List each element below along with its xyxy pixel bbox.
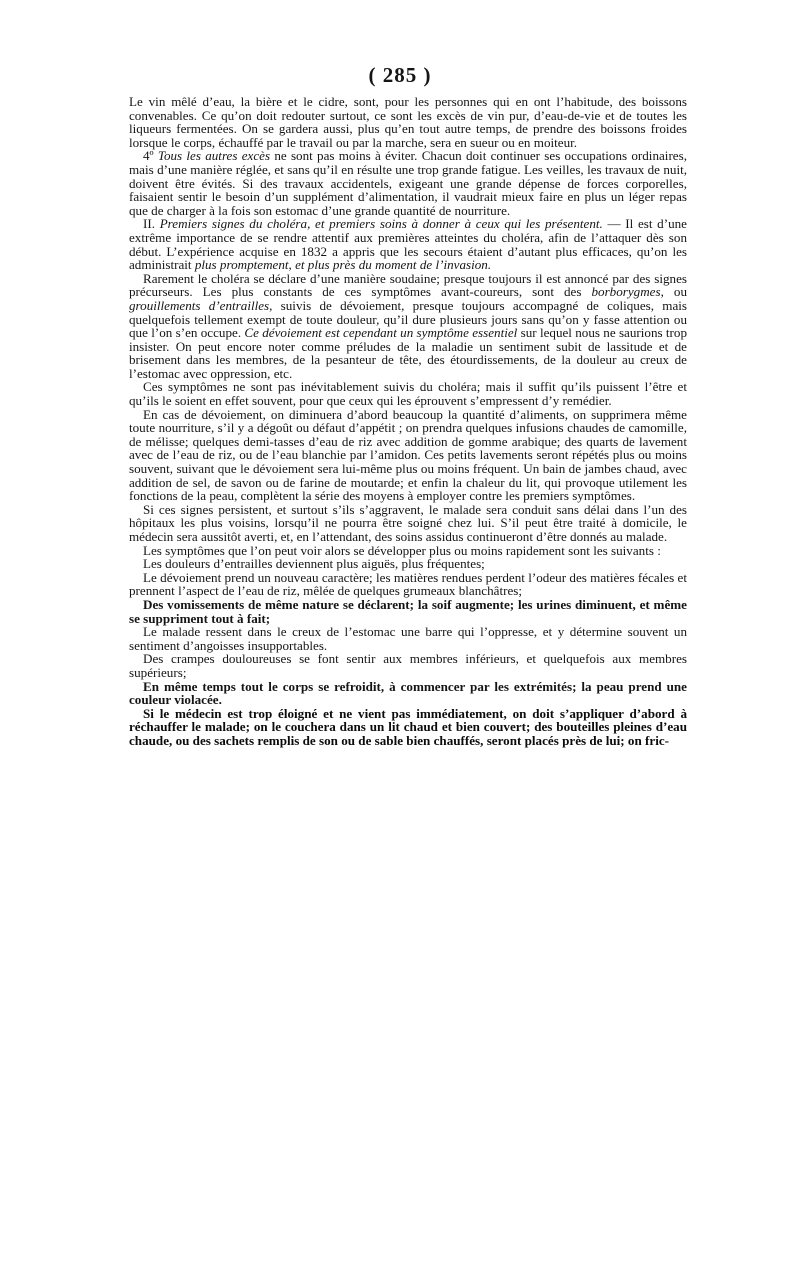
paragraph-text: Rarement le choléra se déclare d’une manière soudaine; presque toujours il est annoncé par des signes précurseurs. Les plus constants de ces symptômes avant-coureurs, sont des bbox=[129, 270, 687, 300]
paragraph-6: En cas de dévoiement, on diminuera d’abord beaucoup la quantité d’aliments, on supprimera même toute nourriture, s’il y a dégoût ou défaut d’appétit ; on prendra quelques infusions chaudes de camomille, de mélisse; quelques demi-tasses d’eau de riz avec addition de gomme arabique; des quarts de lavement avec de l’eau de riz, ou de l’eau blanchie par l’amidon. Ces petits lavements seront répétés plus ou moins souvent, suivant que le dévoiement sera lui-même plus ou moins fréquent. Un bain de jambes chaud, avec addition de sel, de savon ou de farine de moutarde; et enfin la chaleur du lit, qui provoque utilement les fonctions de la peau, complètent la série des moyens à employer contre les premiers symptômes. bbox=[129, 406, 687, 504]
paragraph-8: Les symptômes que l’on peut voir alors se développer plus ou moins rapidement sont les suivants : bbox=[143, 542, 661, 558]
symptom-4: Le malade ressent dans le creux de l’estomac une barre qui l’oppresse, et y détermine souvent un sentiment d’angoisses insupportables. bbox=[129, 624, 687, 653]
paragraph-text: — Il est d’une extrême importance de se rendre attentif aux premières atteintes du choléra, afin de l’attaquer dès son début. L’expérience acquise en 1832 a appris que les secours étaient d’autant plus efficaces, qu’on les administrait bbox=[129, 216, 687, 273]
section-title: Premiers signes du choléra, et premiers soins à donner à ceux qui les présentent. bbox=[159, 216, 603, 232]
italic-term: grouillements d’entrailles bbox=[129, 297, 270, 313]
paragraph-2 bbox=[129, 149, 687, 217]
section-2-heading-paragraph bbox=[129, 217, 687, 271]
paragraph-5: Ces symptômes ne sont pas inévitablement suivis du choléra; mais il suffit qu’ils puissent l’être et qu’ils le soient en effet souvent, pour que ceux qui les éprouvent s’empressent d’y remédier. bbox=[129, 379, 687, 409]
italic-phrase: Ce dévoiement est cependant un symptôme essentiel bbox=[244, 325, 518, 341]
paragraph-text: ne sont pas moins à éviter. Chacun doit continuer ses occupations ordinaires, mais d’une manière réglée, et sans qu’il en résulte une trop grande fatigue. Les veilles, les travaux de nuit, doivent être évités. Si des travaux accidentels, exigeant une grande dépense de forces corporelles, faisaient sentir le besoin d’un supplément d’alimentation, il vaudrait mieux faire en plus un léger repas que de charger à la fois son estomac d’une grande quantité de nourriture. bbox=[129, 148, 687, 218]
paragraph-4 bbox=[129, 272, 687, 381]
symptom-5: Des crampes douloureuses se font sentir aux membres inférieurs, et quelquefois aux membres supérieurs; bbox=[129, 651, 687, 680]
italic-phrase: plus promptement, et plus près du moment de l’invasion. bbox=[194, 257, 492, 273]
paragraph-7: Si ces signes persistent, et surtout s’ils s’aggravent, le malade sera conduit sans délai dans l’un des hôpitaux les plus voisins, lorsqu’il ne pourra être soigné chez lui. S’il peut être traité à domicile, le médecin sera aussitôt averti, et, en l’attendant, des soins assidus continueront d’être donnés au malade. bbox=[129, 501, 687, 544]
symptom-6: En même temps tout le corps se refroidit, à commencer par les extrémités; la peau prend une couleur violacée. bbox=[129, 678, 687, 708]
paragraph-final: Si le médecin est trop éloigné et ne vient pas immédiatement, on doit s’appliquer d’abord à réchauffer le malade; on le couchera dans un lit chaud et bien couvert; des bouteilles pleines d’eau chaude, ou des sachets remplis de son ou de sable bien chauffés, seront placés près de lui; on fric- bbox=[129, 705, 687, 748]
paragraph-text: sur lequel nous ne saurions trop insister. On peut encore noter comme préludes de la maladie un sentiment subit de lassitude et de brisement dans les membres, de la pesanteur de tête, des étourdissements, de la douleur au creux de l’estomac avec oppression, etc. bbox=[129, 325, 688, 381]
page-number: ( 285 ) bbox=[368, 63, 432, 87]
italic-term: borborygmes bbox=[591, 284, 661, 300]
section-number: 4º bbox=[143, 148, 158, 164]
page-body bbox=[129, 95, 687, 748]
symptom-3: Des vomissements de même nature se déclarent; la soif augmente; les urines diminuent, et même se suppriment tout à fait; bbox=[129, 596, 687, 626]
paragraph-text: , ou bbox=[660, 284, 687, 300]
section-number: II. bbox=[143, 216, 160, 232]
paragraph-text: , suivis de dévoiement, presque toujours accompagné de coliques, mais quelquefois tellement exempt de toute douleur, qu’il dure plusieurs jours sans qu’on y fasse attention ou que l’on s’en occupe. bbox=[129, 297, 687, 341]
italic-phrase: Tous les autres excès bbox=[157, 148, 271, 164]
paragraph-1: Le vin mêlé d’eau, la bière et le cidre, sont, pour les personnes qui en ont l’habitude, des boissons convenables. Ce qu’on doit redouter surtout, ce sont les excès de vin pur, d’eau-de-vie et de toutes les liqueurs fermentées. On se gardera aussi, plus qu’en tout autre temps, de prendre des boissons froides lorsque le corps, échauffé par le travail ou par la marche, sera en sueur ou en moiteur. bbox=[129, 94, 687, 150]
symptom-1: Les douleurs d’entrailles deviennent plus aiguës, plus fréquentes; bbox=[143, 556, 485, 572]
symptom-2: Le dévoiement prend un nouveau caractère; les matières rendues perdent l’odeur des matières fécales et prennent l’aspect de l’eau de riz, mêlée de quelques grumeaux blanchâtres; bbox=[129, 569, 687, 599]
